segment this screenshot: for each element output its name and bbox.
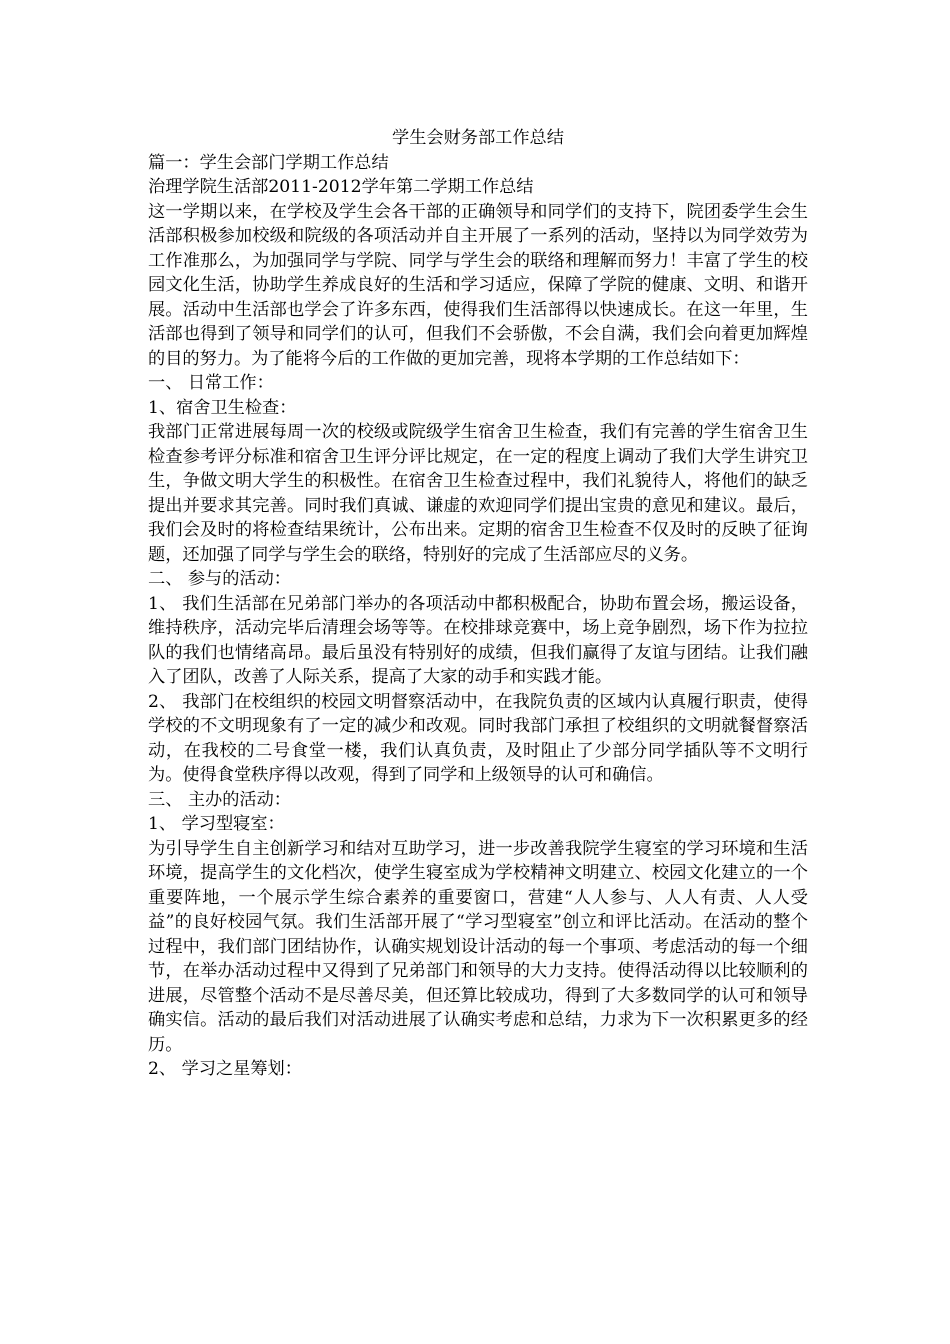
participated-paragraph-2: 2、 我部门在校组织的校园文明督察活动中，在我院负责的区域内认真履行职责，使得学校的不文明现象有了一定的减少和改观。同时我部门承担了校组织的文明就餐督察活动，在我校的二号食堂一楼，我们认真负责，及时阻止了少部分同学插队等不文明行为。使得食堂秩序得以改观，得到了同学和上级领导的认可和确信。: [148, 691, 808, 785]
participated-paragraph-1: 1、 我们生活部在兄弟部门举办的各项活动中都积极配合，协助布置会场，搬运设备，维持秩序，活动完毕后清理会场等等。在校排球竞赛中，场上竞争剧烈，场下作为拉拉队的我们也情绪高昂。最后虽没有特别好的成绩，但我们赢得了友谊与团结。让我们融入了团队，改善了人际关系，提高了大家的动手和实践才能。: [148, 593, 808, 687]
document-page: [148, 126, 808, 1082]
heading-report-title: 治理学院生活部2011-2012学年第二学期工作总结: [148, 177, 534, 197]
dorm-check-paragraph: 我部门正常进展每周一次的校级或院级学生宿舍卫生检查，我们有完善的学生宿舍卫生检查参考评分标准和宿舍卫生评分评比规定，在一定的程度上调动了我们大学生讲究卫生，争做文明大学生的积极性。在宿舍卫生检查过程中，我们礼貌待人，将他们的缺乏提出并要求其完善。同时我们真诚、谦虚的欢迎同学们提出宝贵的意见和建议。最后，我们会及时的将检查结果统计，公布出来。定期的宿舍卫生检查不仅及时的反映了征询题，还加强了同学与学生会的联络，特别好的完成了生活部应尽的义务。: [148, 422, 808, 565]
document-title: 学生会财务部工作总结: [392, 128, 564, 148]
subheading-study-star: 2、 学习之星筹划：: [148, 1059, 302, 1079]
section-heading-daily-work: 一、 日常工作：: [148, 373, 274, 393]
heading-article-one: 篇一：学生会部门学期工作总结: [148, 152, 389, 173]
intro-paragraph: 这一学期以来，在学校及学生会各干部的正确领导和同学们的支持下，院团委学生会生活部积极参加校级和院级的各项活动并自主开展了一系列的活动，坚持以为同学效劳为工作准那么，为加强同学与学院、同学与学生会的联络和理解而努力！丰富了学生的校园文化生活，协助学生养成良好的生活和学习适应，保障了学院的健康、文明、和谐开展。活动中生活部也学会了许多东西，使得我们生活部得以快速成长。在这一年里，生活部也得到了领导和同学们的认可，但我们不会骄傲，不会自满，我们会向着更加辉煌的目的努力。为了能将今后的工作做的更加完善，现将本学期的工作总结如下：: [148, 201, 808, 369]
subheading-study-dorm: 1、 学习型寝室：: [148, 814, 285, 834]
section-heading-hosted: 三、 主办的活动：: [148, 789, 291, 810]
section-heading-participated: 二、 参与的活动：: [148, 569, 291, 589]
study-dorm-paragraph: 为引导学生自主创新学习和结对互助学习，进一步改善我院学生寝室的学习环境和生活环境，提高学生的文化档次，使学生寝室成为学校精神文明建立、校园文化建立的一个重要阵地，一个展示学生综合素养的重要窗口，营建“人人参与、人人有责、人人受益”的良好校园气氛。我们生活部开展了“学习型寝室”创立和评比活动。在活动的整个过程中，我们部门团结协作，认确实规划设计活动的每一个事项、考虑活动的每一个细节，在举办活动过程中又得到了兄弟部门和领导的大力支持。使得活动得以比较顺利的进展，尽管整个活动不是尽善尽美，但还算比较成功，得到了大多数同学的认可和领导确实信。活动的最后我们对活动进展了认确实考虑和总结，力求为下一次积累更多的经历。: [148, 838, 808, 1055]
subheading-dorm-check: 1、宿舍卫生检查：: [148, 397, 297, 418]
